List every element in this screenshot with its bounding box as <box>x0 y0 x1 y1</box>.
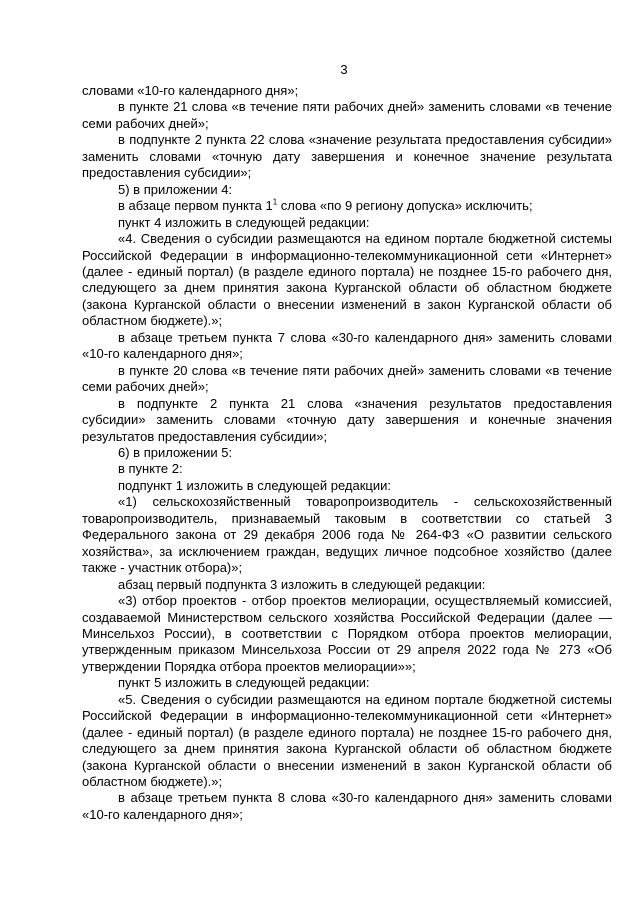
paragraph: в подпункте 2 пункта 22 слова «значение результата предоставления субсидии» заменить словами «точную дату завершения и конечное значение результата предоставления субсидии»; <box>82 132 612 181</box>
paragraph-text: в абзаце первом пункта 1 <box>118 198 273 214</box>
paragraph: в абзаце третьем пункта 7 слова «30-го календарного дня» заменить словами «10-го календарного дня»; <box>82 329 612 362</box>
paragraph: в подпункте 2 пункта 21 слова «значения результатов предоставления субсидии» заменить словами «точную дату завершения и конечные значения результатов предоставления субсидии»; <box>82 395 612 444</box>
paragraph: «1) сельскохозяйственный товаропроизводитель - сельскохозяйственный товаропроизводитель, признаваемый таковым в соответствии со статьей 3 Федерального закона от 29 декабря 2006 года № 264-ФЗ «О развитии сельского хозяйства», за исключением граждан, ведущих личное подсобное хозяйство (далее также - участник отбора)»; <box>82 494 612 576</box>
paragraph-text: слова «по 9 региону допуска» исключить; <box>277 198 533 214</box>
document-body <box>82 83 612 823</box>
paragraph: в абзаце третьем пункта 8 слова «30-го календарного дня» заменить словами «10-го календарного дня»; <box>82 790 612 822</box>
paragraph: в пункте 2: <box>118 461 183 477</box>
paragraph: абзац первый подпункта 3 изложить в следующей редакции: <box>118 576 486 592</box>
paragraph <box>82 198 612 214</box>
page-number: 3 <box>340 62 348 77</box>
paragraph: 5) в приложении 4: <box>118 181 233 197</box>
paragraph: 6) в приложении 5: <box>118 444 233 460</box>
paragraph: «3) отбор проектов - отбор проектов мелиорации, осуществляемый комиссией, создаваемой Министерством сельского хозяйства Российской Федерации (далее — Минсельхоз России), в соответствии с Порядком отбора проектов мелиорации, утвержденным приказом Минсельхоза России от 29 апреля 2022 года № 273 «Об утверждении Порядка отбора проектов мелиорации»»; <box>82 593 612 674</box>
paragraph: пункт 5 изложить в следующей редакции: <box>118 675 370 691</box>
paragraph: «4. Сведения о субсидии размещаются на едином портале бюджетной системы Российской Федерации в информационно-телекоммуникационной сети «Интернет» (далее - единый портал) (в разделе единого портала) не позднее 15-го рабочего дня, следующего за днем принятия закона Курганской области об областном бюджете (закона Курганской области о внесении изменений в закон Курганской области об областном бюджете).»; <box>82 231 612 329</box>
paragraph: пункт 4 изложить в следующей редакции: <box>118 214 370 230</box>
paragraph: в пункте 21 слова «в течение пяти рабочих дней» заменить словами «в течение семи рабочих дней»; <box>82 99 612 131</box>
paragraph: словами «10-го календарного дня»; <box>82 83 299 98</box>
paragraph: в пункте 20 слова «в течение пяти рабочих дней» заменить словами «в течение семи рабочих дней»; <box>82 362 612 395</box>
superscript: 1 <box>272 197 278 207</box>
paragraph: подпункт 1 изложить в следующей редакции: <box>118 477 392 493</box>
paragraph: «5. Сведения о субсидии размещаются на едином портале бюджетной системы Российской Федерации в информационно-телекоммуникационной сети «Интернет» (далее - единый портал) (в разделе единого портала) не позднее 15-го рабочего дня, следующего за днем принятия закона Курганской области об областном бюджете (закона Курганской области о внесении изменений в закон Курганской области об областном бюджете).»; <box>82 691 612 790</box>
